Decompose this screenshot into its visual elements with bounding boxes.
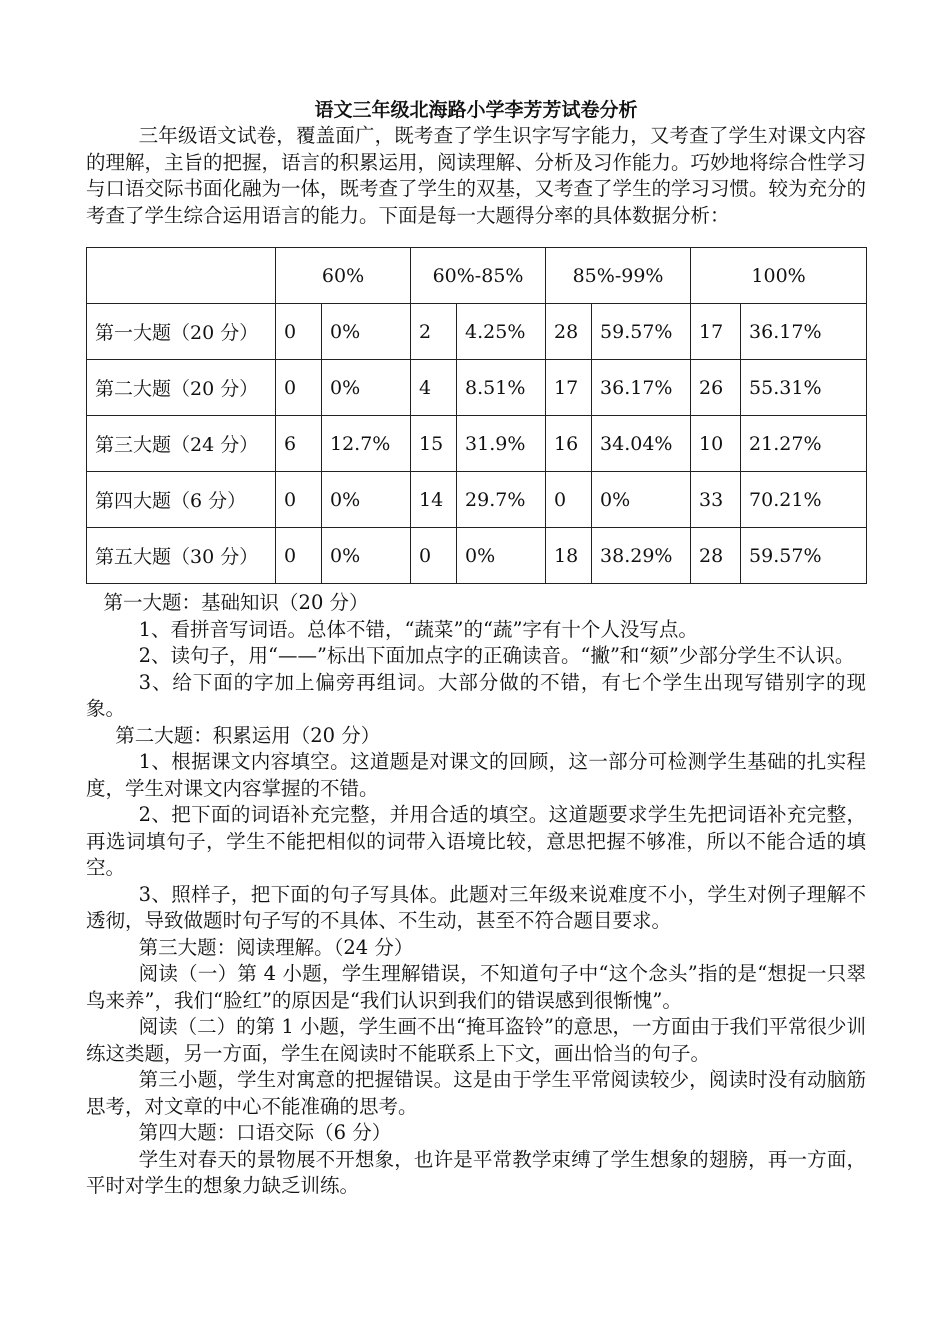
- table-cell: 34.04%: [592, 416, 691, 472]
- header-cell: 60%-85%: [411, 248, 546, 304]
- table-cell: 10: [691, 416, 741, 472]
- table-cell: 0: [276, 472, 322, 528]
- header-cell-empty: [87, 248, 276, 304]
- row-label: 第一大题（20 分）: [87, 304, 276, 360]
- table-row: [87, 472, 867, 528]
- table-cell: 59.57%: [592, 304, 691, 360]
- header-cell: 60%: [276, 248, 411, 304]
- row-label: 第三大题（24 分）: [87, 416, 276, 472]
- section-heading: 第四大题：口语交际（6 分）: [138, 1121, 392, 1144]
- table-cell: 0%: [322, 304, 411, 360]
- header-cell: 85%-99%: [546, 248, 691, 304]
- section-paragraph: 3、给下面的字加上偏旁再组词。大部分做的不错，有七个学生出现写错别字的现象。: [86, 670, 866, 720]
- table-row: [87, 416, 867, 472]
- table-cell: 31.9%: [457, 416, 546, 472]
- table-cell: 2: [411, 304, 457, 360]
- section-paragraph: 2、读句子，用“——”标出下面加点字的正确读音。“撇”和“颏”少部分学生不认识。: [138, 644, 855, 667]
- table-cell: 33: [691, 472, 741, 528]
- table-cell: 29.7%: [457, 472, 546, 528]
- section-paragraph: 3、照样子，把下面的句子写具体。此题对三年级来说难度不小，学生对例子理解不透彻，导致做题时句子写的不具体、不生动，甚至不符合题目要求。: [86, 882, 866, 932]
- table-cell: 36.17%: [592, 360, 691, 416]
- table-cell: 17: [691, 304, 741, 360]
- table-cell: 0%: [322, 472, 411, 528]
- row-label: 第二大题（20 分）: [87, 360, 276, 416]
- table-cell: 28: [691, 528, 741, 584]
- score-table: [86, 247, 867, 584]
- table-cell: 17: [546, 360, 592, 416]
- table-cell: 70.21%: [741, 472, 867, 528]
- table-cell: 26: [691, 360, 741, 416]
- section-paragraph: 阅读（一）第 4 小题，学生理解错误，不知道句子中“这个念头”指的是“想捉一只翠鸟来养”，我们“脸红”的原因是“我们认识到我们的错误感到很惭愧”。: [86, 962, 866, 1012]
- table-cell: 8.51%: [457, 360, 546, 416]
- section-heading: 第一大题：基础知识（20 分）: [103, 591, 369, 614]
- table-row: [87, 304, 867, 360]
- section-paragraph: 第三小题，学生对寓意的把握错误。这是由于学生平常阅读较少，阅读时没有动脑筋思考，对文章的中心不能准确的思考。: [86, 1068, 866, 1118]
- row-label: 第五大题（30 分）: [87, 528, 276, 584]
- table-header-row: [87, 248, 867, 304]
- table-cell: 4: [411, 360, 457, 416]
- table-cell: 0%: [322, 528, 411, 584]
- section-paragraph: 1、根据课文内容填空。这道题是对课文的回顾，这一部分可检测学生基础的扎实程度，学生对课文内容掌握的不错。: [86, 750, 866, 800]
- table-cell: 14: [411, 472, 457, 528]
- table-cell: 15: [411, 416, 457, 472]
- document-title: 语文三年级北海路小学李芳芳试卷分析: [314, 99, 638, 121]
- table-cell: 0: [411, 528, 457, 584]
- table-cell: 0: [276, 360, 322, 416]
- section-paragraph: 2、把下面的词语补充完整，并用合适的填空。这道题要求学生先把词语补充完整，再选词填句子，学生不能把相似的词带入语境比较，意思把握不够准，所以不能合适的填空。: [86, 803, 866, 879]
- table-cell: 21.27%: [741, 416, 867, 472]
- header-cell: 100%: [691, 248, 867, 304]
- table-row: [87, 360, 867, 416]
- section-paragraph: 1、看拼音写词语。总体不错，“蔬菜”的“蔬”字有十个人没写点。: [138, 617, 698, 641]
- table-cell: 0: [546, 472, 592, 528]
- table-cell: 0%: [322, 360, 411, 416]
- table-cell: 0%: [592, 472, 691, 528]
- section-heading: 第三大题：阅读理解。（24 分）: [138, 935, 414, 959]
- table-cell: 28: [546, 304, 592, 360]
- table-cell: 18: [546, 528, 592, 584]
- section-paragraph: 阅读（二）的第 1 小题，学生画不出“掩耳盗铃”的意思，一方面由于我们平常很少训练这类题，另一方面，学生在阅读时不能联系上下文，画出恰当的句子。: [86, 1015, 866, 1065]
- table-cell: 0%: [457, 528, 546, 584]
- table-cell: 12.7%: [322, 416, 411, 472]
- row-label: 第四大题（6 分）: [87, 472, 276, 528]
- table-cell: 38.29%: [592, 528, 691, 584]
- table-cell: 16: [546, 416, 592, 472]
- section-heading: 第二大题：积累运用（20 分）: [115, 723, 381, 747]
- section-paragraph: 学生对春天的景物展不开想象，也许是平常教学束缚了学生想象的翅膀，再一方面，平时对学生的想象力缺乏训练。: [86, 1147, 866, 1197]
- table-cell: 6: [276, 416, 322, 472]
- table-cell: 0: [276, 304, 322, 360]
- table-cell: 4.25%: [457, 304, 546, 360]
- table-cell: 0: [276, 528, 322, 584]
- table-cell: 55.31%: [741, 360, 867, 416]
- table-cell: 36.17%: [741, 304, 867, 360]
- intro-paragraph: 三年级语文试卷，覆盖面广，既考查了学生识字写字能力，又考查了学生对课文内容的理解，主旨的把握，语言的积累运用，阅读理解、分析及习作能力。巧妙地将综合性学习与口语交际书面化融为一体，既考查了学生的双基，又考查了学生的学习习惯。较为充分的考查了学生综合运用语言的能力。下面是每一大题得分率的具体数据分析：: [86, 124, 867, 227]
- document-page: [86, 97, 866, 1200]
- table-cell: 59.57%: [741, 528, 867, 584]
- table-row: [87, 528, 867, 584]
